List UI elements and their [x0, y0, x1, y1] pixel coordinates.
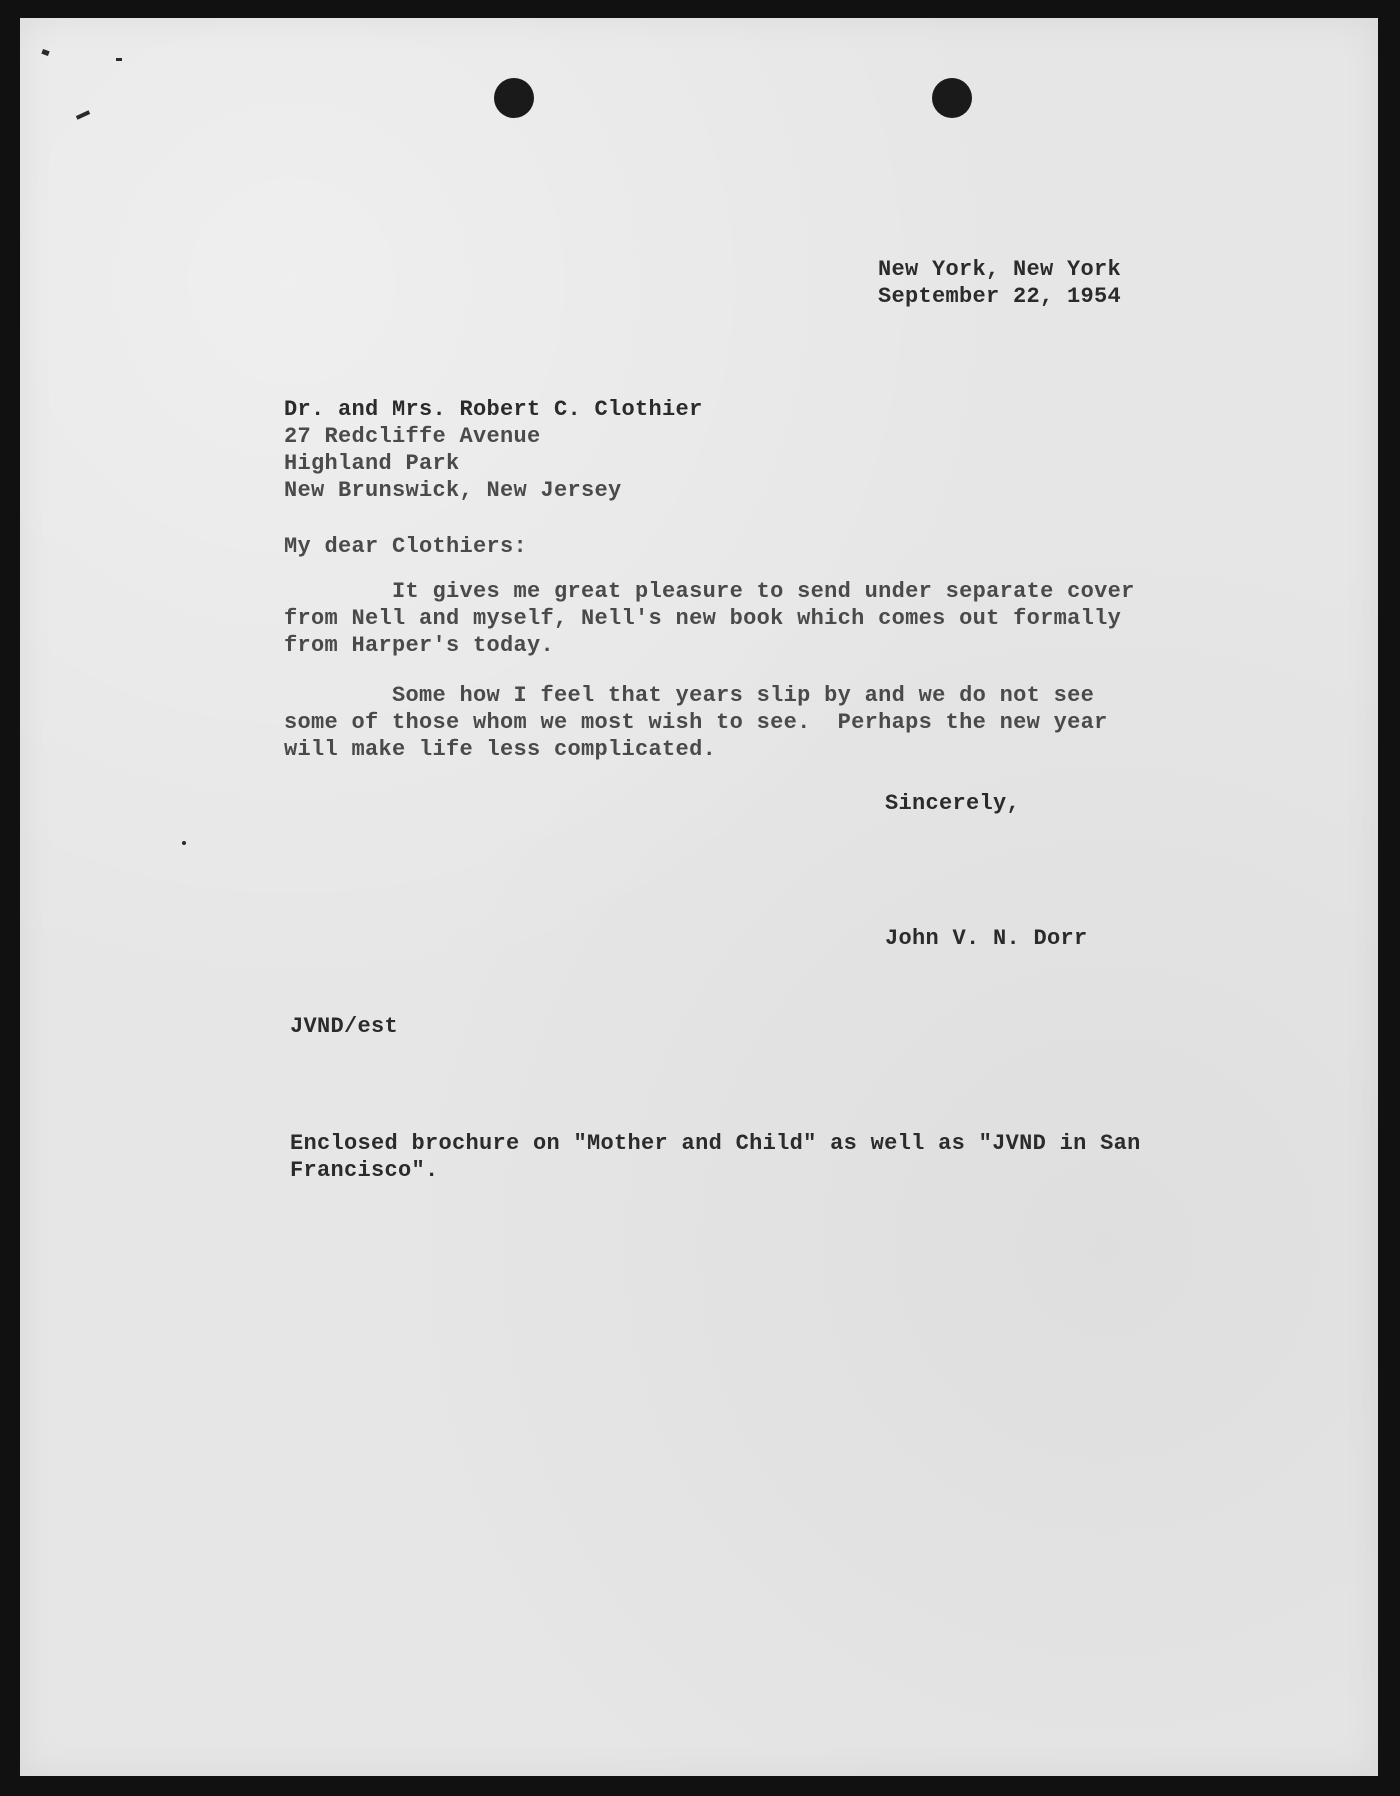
paper-speck — [116, 58, 122, 61]
paragraph-line: will make life less complicated. — [284, 737, 717, 762]
salutation: My dear Clothiers: — [284, 534, 528, 559]
recipient-line: Highland Park — [284, 451, 460, 476]
date-line: September 22, 1954 — [878, 284, 1122, 309]
paragraph-line: some of those whom we most wish to see. Perhaps the new year — [284, 710, 1108, 735]
punch-hole-right — [932, 78, 972, 118]
punch-hole-left — [494, 78, 534, 118]
recipient-line: 27 Redcliffe Avenue — [284, 424, 541, 449]
letter-page — [20, 18, 1378, 1776]
place-line: New York, New York — [878, 257, 1122, 282]
paragraph-line: from Nell and myself, Nell's new book which comes out formally — [284, 606, 1122, 631]
signature-name: John V. N. Dorr — [885, 926, 1088, 951]
enclosure-line: Francisco". — [290, 1158, 439, 1183]
paragraph-line: It gives me great pleasure to send under separate cover — [284, 579, 1135, 604]
paper-speck — [182, 841, 186, 845]
enclosure-line: Enclosed brochure on "Mother and Child" as well as "JVND in San — [290, 1131, 1141, 1156]
recipient-line: Dr. and Mrs. Robert C. Clothier — [284, 397, 703, 422]
paper-speck — [41, 49, 49, 56]
recipient-line: New Brunswick, New Jersey — [284, 478, 622, 503]
reference-initials: JVND/est — [290, 1014, 399, 1039]
paragraph-line: from Harper's today. — [284, 633, 555, 658]
closing: Sincerely, — [885, 791, 1021, 816]
paper-speck — [76, 110, 90, 120]
paragraph-line: Some how I feel that years slip by and we do not see — [284, 683, 1095, 708]
